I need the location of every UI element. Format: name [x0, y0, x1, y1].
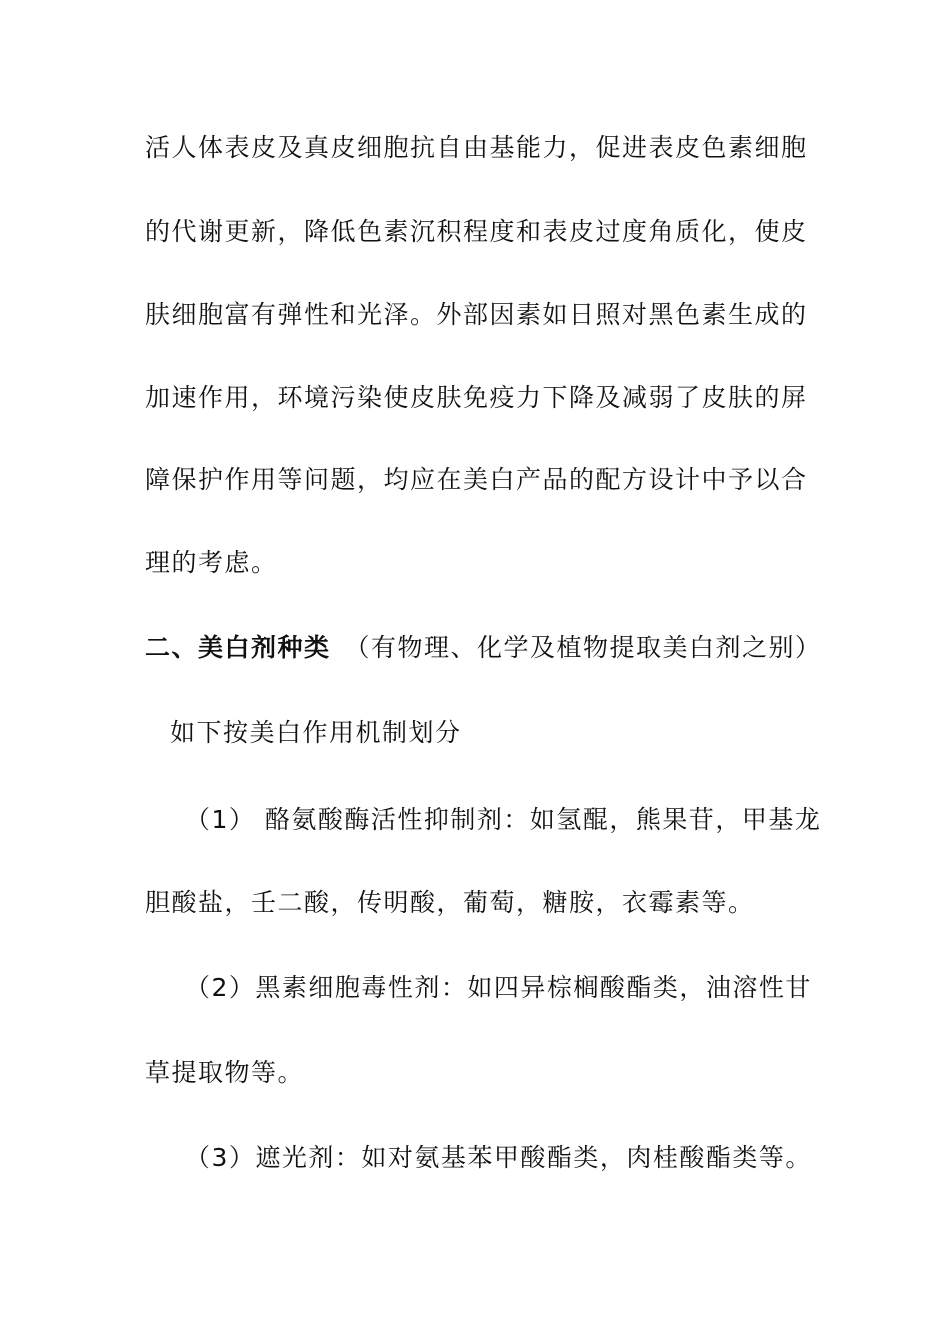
list-item-line: 草提取物等。 — [145, 1058, 305, 1087]
section-intro: 如下按美白作用机制划分 — [170, 718, 462, 747]
paragraph-line: 肤细胞富有弹性和光泽。外部因素如日照对黑色素生成的 — [145, 300, 808, 329]
paragraph-line: 理的考虑。 — [145, 548, 278, 577]
section-note: （有物理、化学及植物提取美白剂之别） — [344, 633, 822, 662]
paragraph-line: 的代谢更新，降低色素沉积程度和表皮过度角质化，使皮 — [145, 217, 808, 246]
section-heading — [145, 631, 822, 665]
list-item-line: （2）黑素细胞毒性剂：如四异棕榈酸酯类，油溶性甘 — [185, 973, 812, 1002]
paragraph-line: 加速作用，环境污染使皮肤免疫力下降及减弱了皮肤的屏 — [145, 383, 808, 412]
paragraph-line: 障保护作用等问题，均应在美白产品的配方设计中予以合 — [145, 465, 808, 494]
paragraph-line: 活人体表皮及真皮细胞抗自由基能力，促进表皮色素细胞 — [145, 133, 808, 162]
list-item-line: 胆酸盐，壬二酸，传明酸，葡萄，糖胺，衣霉素等。 — [145, 888, 755, 917]
list-item-line: （3）遮光剂：如对氨基苯甲酸酯类，肉桂酸酯类等。 — [185, 1143, 812, 1172]
list-item-line: （1） 酪氨酸酶活性抑制剂：如氢醌，熊果苷，甲基龙 — [185, 805, 822, 834]
section-title: 二、美白剂种类 — [145, 633, 331, 662]
